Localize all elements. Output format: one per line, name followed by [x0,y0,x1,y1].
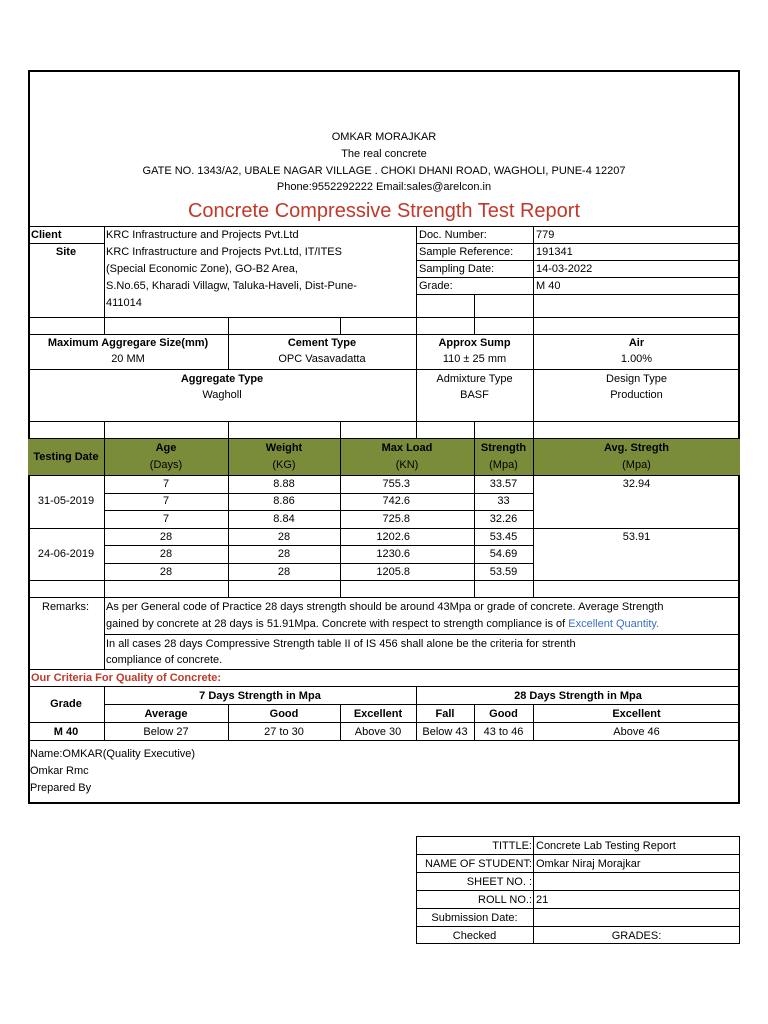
criteria-col-good: Good [269,708,299,720]
avg-strength-unit: (Mpa) [622,459,651,471]
site-label: Site [55,246,77,258]
table-row-6-strength: 53.59 [489,566,518,578]
design-type-value: Production [610,389,663,401]
table-row-4-age: 28 [159,531,173,543]
table-row-6-weight: 28 [277,566,291,578]
design-type-label: Design Type [606,373,667,385]
table-row-2-strength: 33 [497,495,510,507]
table-row-3-strength: 32.26 [489,513,518,525]
company-name: OMKAR MORAJKAR [331,131,437,143]
criteria-good-value: 27 to 30 [264,726,304,738]
company-address: GATE NO. 1343/A2, UBALE NAGAR VILLAGE . CHOKI DHANI ROAD, WAGHOLI, PUNE-4 12207 [142,165,626,177]
table-row-1-age: 7 [162,478,170,490]
student-tittle-label: TITTLE: [492,840,532,852]
table-row-4-weight: 28 [277,531,291,543]
strength-header: Strength [480,442,527,454]
agg-size-value: 20 MM [111,353,145,365]
grade-value: M 40 [536,280,561,292]
admixture-type-label: Admixture Type [436,373,513,385]
student-sheet-label: SHEET NO. : [466,876,532,888]
remarks-label: Remarks: [42,601,90,613]
company-tagline: The real concrete [341,148,427,160]
strength-unit: (Mpa) [489,459,518,471]
age-header: Age [155,442,177,454]
student-submission-label: Submission Date: [431,912,518,924]
site-line-1: KRC Infrastructure and Projects Pvt.Ltd, IT/ITES [106,246,342,258]
criteria-grade-value: M 40 [53,726,79,738]
table-row-6-age: 28 [159,566,173,578]
prepared-org: Omkar Rmc [30,765,89,777]
remarks-line-1: As per General code of Practice 28 days strength should be around 43Mpa or grade of concrete. Average Strength [106,601,664,613]
slump-value: 110 ± 25 mm [442,353,507,365]
table-row-5-age: 28 [159,548,173,560]
table-row-5-load: 1230.6 [376,548,410,560]
table-row-4-load: 1202.6 [376,531,410,543]
site-line-3: S.No.65, Kharadi Villagw, Taluka-Haveli, Dist-Pune- [106,280,357,292]
age-unit: (Days) [149,459,183,471]
criteria-title: Our Criteria For Quality of Concrete: [31,672,222,684]
student-name-value: Omkar Niraj Morajkar [536,858,641,870]
group-1-avg: 32.94 [622,478,651,490]
aggregate-type-value: Wagholl [202,389,242,401]
criteria-excellent-value: Above 30 [354,726,402,738]
air-label: Air [628,337,645,349]
avg-strength-header: Avg. Stregth [604,442,669,454]
criteria-col-fall: Fall [435,708,455,720]
criteria-col-excellent: Excellent [353,708,403,720]
criteria-average-value: Below 27 [143,726,189,738]
criteria-col-average: Average [144,708,188,720]
doc-number-value: 779 [536,229,555,241]
table-row-6-load: 1205.8 [376,566,410,578]
table-row-1-weight: 8.88 [273,478,295,490]
prepared-by-label: Prepared By [30,782,92,794]
remarks-line-2-text: gained by concrete at 28 days is 51.91Mpa. Concrete with respect to strength compliance is of [106,618,569,630]
grade-label: Grade: [419,280,453,292]
criteria-good-28-value: 43 to 46 [483,726,524,738]
site-line-2: (Special Economic Zone), GO-B2 Area, [106,263,298,275]
table-row-3-age: 7 [162,513,170,525]
sample-reference-value: 191341 [536,246,573,258]
remarks-line-4: compliance of concrete. [106,654,223,666]
weight-header: Weight [265,442,303,454]
criteria-fall-value: Below 43 [422,726,468,738]
table-row-2-load: 742.6 [382,495,410,507]
remarks-highlight: Excellent Quantity. [568,618,660,630]
prepared-name: Name:OMKAR(Quality Executive) [30,748,196,760]
criteria-grade-label: Grade [50,698,82,710]
slump-label: Approx Sump [438,337,511,349]
criteria-col-excellent-28: Excellent [612,708,661,720]
agg-size-label: Maximum Aggregare Size(mm) [47,337,209,349]
table-row-5-strength: 54.69 [489,548,518,560]
criteria-col-good-28: Good [489,708,518,720]
criteria-28day-label: 28 Days Strength in Mpa [514,690,642,702]
cement-type-label: Cement Type [287,337,357,349]
group-2-avg: 53.91 [622,531,651,543]
criteria-7day-label: 7 Days Strength in Mpa [199,690,321,702]
table-row-2-age: 7 [162,495,170,507]
table-row-3-weight: 8.84 [273,513,295,525]
report-title: Concrete Compressive Strength Test Report [187,200,581,222]
sample-reference-label: Sample Reference: [419,246,514,258]
client-value: KRC Infrastructure and Projects Pvt.Ltd [106,229,299,241]
table-row-4-strength: 53.45 [489,531,518,543]
max-load-unit: (KN) [395,459,419,471]
remarks-line-2 [106,617,659,631]
cement-type-value: OPC Vasavadatta [278,353,366,365]
weight-unit: (KG) [272,459,296,471]
air-value: 1.00% [620,353,653,365]
sampling-date-label: Sampling Date: [419,263,495,275]
student-roll-label: ROLL NO.: [478,894,532,906]
company-contact: Phone:9552292222 Email:sales@arelcon.in [276,181,492,193]
remarks-line-3: In all cases 28 days Compressive Strength table II of IS 456 shall alone be the criteria for strenth [106,638,576,650]
table-row-5-weight: 28 [277,548,291,560]
student-name-label: NAME OF STUDENT: [425,858,532,870]
student-grades-label: GRADES: [611,930,662,942]
testing-date-header: Testing Date [33,451,99,463]
student-checked-label: Checked [452,930,497,942]
aggregate-type-label: Aggregate Type [180,373,264,385]
admixture-type-value: BASF [460,389,489,401]
student-roll-value: 21 [536,894,549,906]
max-load-header: Max Load [381,442,433,454]
table-row-3-load: 725.8 [382,513,410,525]
client-label: Client [31,229,62,241]
table-row-1-load: 755.3 [382,478,410,490]
criteria-excellent-28-value: Above 46 [613,726,660,738]
site-line-4: 411014 [106,297,142,309]
student-tittle-value: Concrete Lab Testing Report [536,840,676,852]
group-1-date: 31-05-2019 [37,495,95,507]
doc-number-label: Doc. Number: [419,229,487,241]
sampling-date-value: 14-03-2022 [536,263,593,275]
table-row-1-strength: 33.57 [489,478,518,490]
group-2-date: 24-06-2019 [37,548,95,560]
table-row-2-weight: 8.86 [273,495,295,507]
